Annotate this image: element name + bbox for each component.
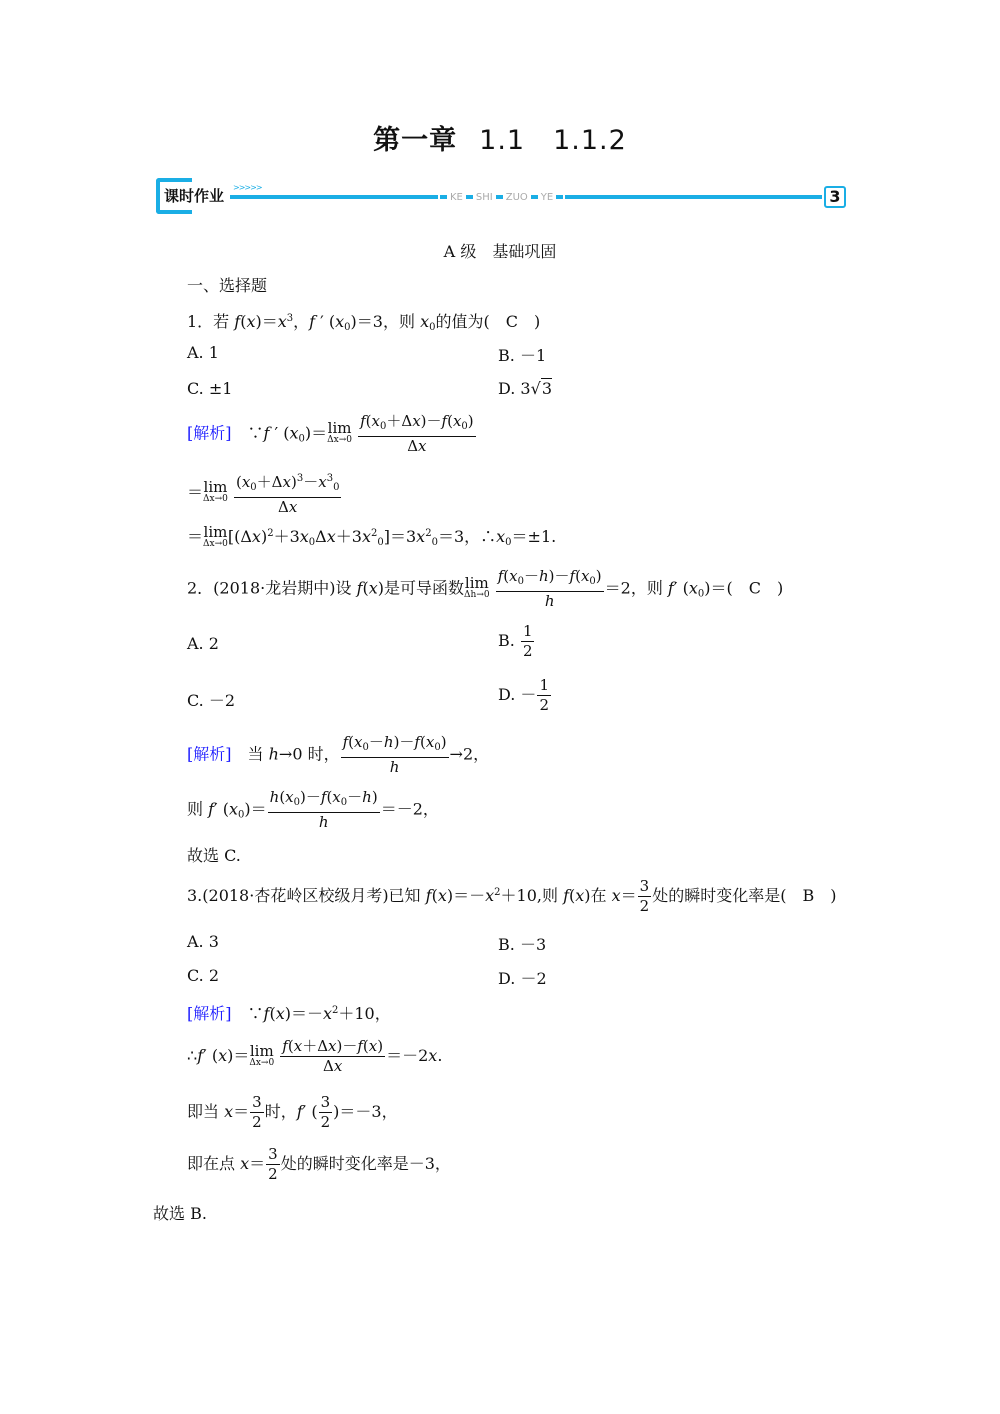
- analysis-2-line-1: [解析] 当 h→0 时， $\frac{f(x_0-h)-f(x_0)}{h}$ →2，: [187, 733, 490, 776]
- chapter-title: 第一章: [373, 125, 458, 156]
- analysis-2-line-2: 则 f′ $(x_0)=$ $\frac{h(x_0)-f(x_0-h)}{h}$ ＝－2，: [187, 788, 439, 831]
- option-a: A. 3: [187, 932, 219, 951]
- option-b: B. $\frac{1}{2}$: [498, 622, 533, 660]
- option-d: D. 3√3: [498, 379, 552, 398]
- analysis-1-line-1: [解析] ∵f ′ $(x_0)=$ lim Δx→0 $\frac{f(x_0+\Delta x)-f(x_0)}{\Delta x}$: [187, 412, 474, 455]
- analysis-label: [解析]: [187, 1004, 232, 1023]
- separator-icon: [440, 195, 447, 199]
- separator-icon: [531, 195, 538, 199]
- answer: C: [505, 312, 518, 331]
- section-title: 一、选择题: [187, 276, 268, 295]
- answer: B: [802, 886, 815, 905]
- separator-icon: [496, 195, 503, 199]
- answer: C: [748, 578, 761, 598]
- analysis-1-line-2: ＝ lim Δx→0 $\frac{(x_0+\Delta x)^3-x^3_0}{\Delta x}$: [187, 469, 342, 517]
- page-title: [0, 118, 1000, 157]
- option-b: B. －1: [498, 346, 547, 365]
- option-d: D. －2: [498, 969, 547, 988]
- analysis-3-conclusion: 故选 B.: [153, 1204, 207, 1223]
- section-number: 1.1 1.1.2: [479, 125, 627, 156]
- option-a: A. 2: [187, 634, 219, 653]
- page-number: 3: [824, 186, 846, 208]
- analysis-1-line-3: ＝ lim Δx→0 $[(\Delta x)^2+3x_0\Delta x+3x^2_0]=3x^2_0=3$，$\therefore x_0=\pm 1$.: [187, 522, 557, 549]
- homework-banner: [156, 178, 846, 214]
- question-2-stem: 2．(2018·龙岩期中)设 f(x)是可导函数 lim Δh→0 $\frac{f(x_0-h)-f(x_0)}{h}$ ＝2，则 f′ $(x_0)=$( C ): [187, 567, 784, 610]
- option-c: C. ±1: [187, 379, 233, 398]
- analysis-label: [解析]: [187, 744, 232, 764]
- question-1-stem: 1．若 $f(x)=x^3$，f ′ $(x_0)=3$，则 $x_0$的值为( C ): [187, 312, 541, 333]
- question-3-stem: 3.(2018·杏花岭区校级月考)已知 $f(x)=-x^2+10$,则 f(x)在 x＝ $\frac{3}{2}$ 处的瞬时变化率是( B ): [187, 877, 837, 915]
- pinyin-ye: YE: [540, 191, 554, 203]
- analysis-3-line-2: ∴f′ (x)＝ lim Δx→0 $\frac{f(x+\Delta x)-f(x)}{\Delta x}$ ＝－2x.: [187, 1037, 443, 1075]
- pinyin-ke: KE: [450, 191, 463, 203]
- option-d: D. － $\frac{1}{2}$: [498, 676, 549, 714]
- analysis-3-line-4: 即在点 x＝ $\frac{3}{2}$ 处的瞬时变化率是－3，: [187, 1145, 451, 1183]
- separator-icon: [466, 195, 473, 199]
- pinyin-shi: SHI: [475, 191, 493, 203]
- analysis-2-conclusion: 故选 C.: [187, 846, 241, 865]
- analysis-3-line-1: [解析] $\because f(x)=-x^2+10$，: [187, 1004, 391, 1023]
- analysis-label: [解析]: [187, 423, 232, 443]
- level-heading: A 级 基础巩固: [443, 242, 557, 261]
- option-b: B. －3: [498, 935, 547, 954]
- banner-label: 课时作业: [164, 187, 225, 205]
- option-c: C. 2: [187, 966, 220, 985]
- option-c: C. －2: [187, 691, 236, 710]
- analysis-3-line-3: 即当 x＝ $\frac{3}{2}$ 时，f′ ( $\frac{3}{2}$ )＝－3，: [187, 1093, 398, 1131]
- banner-pinyin: [438, 189, 565, 205]
- pinyin-zuo: ZUO: [505, 191, 528, 203]
- arrows-icon: >>>>>: [233, 183, 262, 192]
- separator-icon: [556, 195, 563, 199]
- option-a: A. 1: [187, 343, 219, 362]
